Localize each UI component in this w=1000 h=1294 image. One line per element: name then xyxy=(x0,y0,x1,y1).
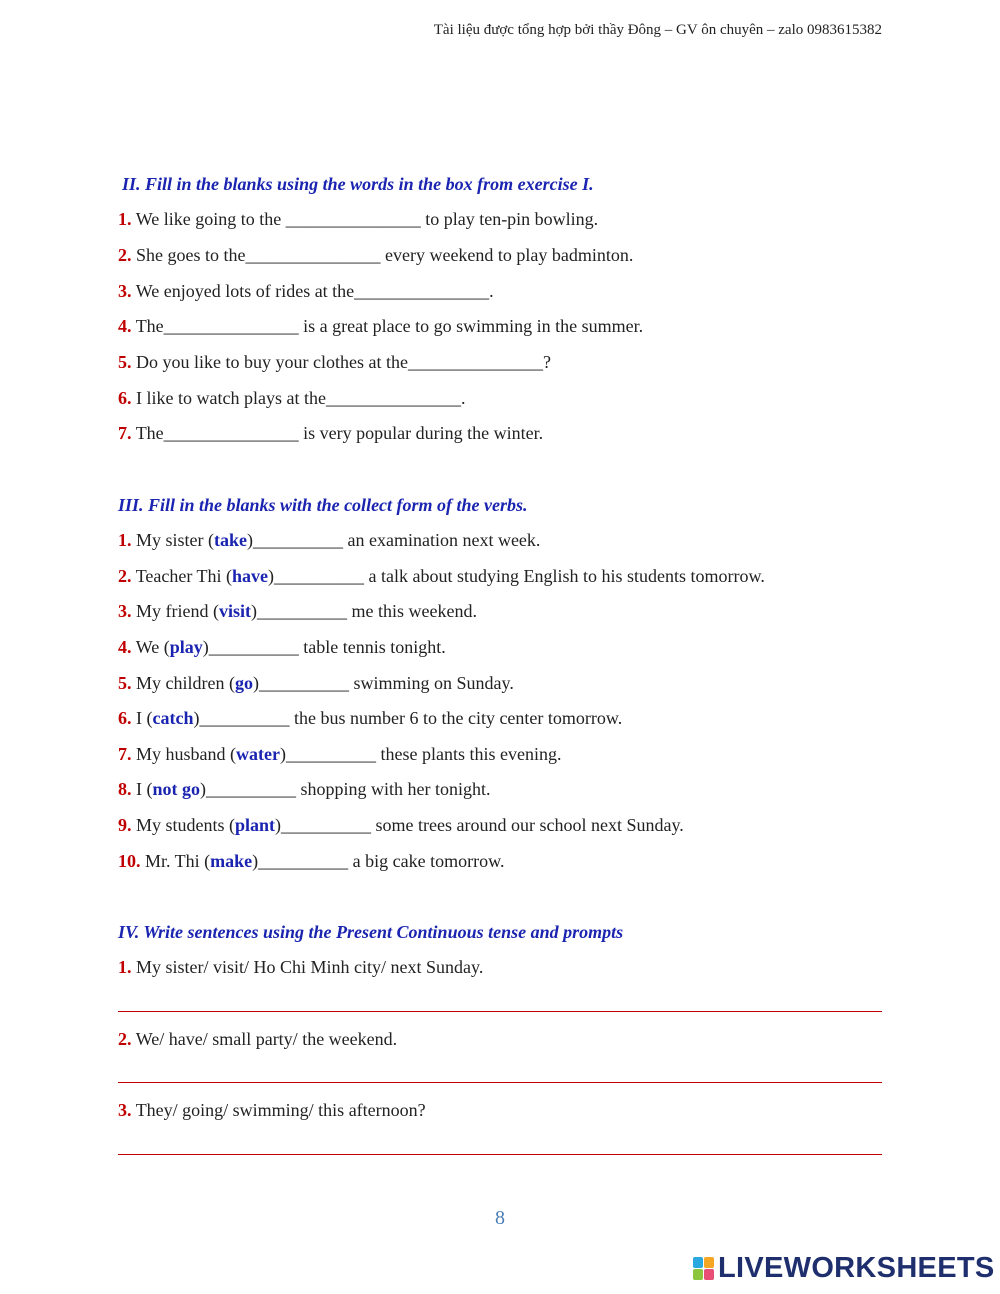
list-item xyxy=(118,423,543,444)
item-text: The_______________ is very popular during the winter. xyxy=(135,423,544,443)
item-text-post: )__________ the bus number 6 to the city center tomorrow. xyxy=(193,708,623,728)
list-item xyxy=(118,673,514,694)
list-item xyxy=(118,352,551,373)
item-text: They/ going/ swimming/ this afternoon? xyxy=(135,1100,426,1120)
list-item xyxy=(118,1029,397,1050)
item-text-pre: My students ( xyxy=(136,815,235,835)
answer-line[interactable] xyxy=(118,1011,882,1012)
section-4-title: IV. Write sentences using the Present Continuous tense and prompts xyxy=(118,922,624,942)
item-number: 4. xyxy=(118,316,132,336)
item-text-post: )__________ an examination next week. xyxy=(247,530,541,550)
verb-prompt: play xyxy=(169,637,203,657)
item-number: 7. xyxy=(118,423,132,443)
verb-prompt: water xyxy=(236,744,280,764)
list-item xyxy=(118,388,465,409)
item-text-pre: My friend ( xyxy=(136,601,219,621)
item-text-post: )__________ shopping with her tonight. xyxy=(200,779,491,799)
verb-prompt: visit xyxy=(218,601,251,621)
item-text-post: )__________ me this weekend. xyxy=(251,601,477,621)
item-number: 1. xyxy=(118,957,132,977)
item-number: 2. xyxy=(118,245,132,265)
item-number: 1. xyxy=(118,209,132,229)
answer-line[interactable] xyxy=(118,1154,882,1155)
item-text-pre: We ( xyxy=(135,637,170,657)
item-text: We/ have/ small party/ the weekend. xyxy=(135,1029,398,1049)
item-text-post: )__________ swimming on Sunday. xyxy=(252,673,514,693)
answer-line[interactable] xyxy=(118,1082,882,1083)
list-item xyxy=(118,566,765,587)
item-text: We enjoyed lots of rides at the_______________. xyxy=(135,281,494,301)
item-number: 3. xyxy=(118,281,132,301)
verb-prompt: make xyxy=(210,851,253,871)
item-text-post: )__________ a big cake tomorrow. xyxy=(252,851,505,871)
list-item xyxy=(118,815,684,836)
item-text: Do you like to buy your clothes at the_______________? xyxy=(136,352,551,372)
verb-prompt: plant xyxy=(235,815,276,835)
section-3-title: III. Fill in the blanks with the collect form of the verbs. xyxy=(118,495,528,515)
list-item xyxy=(118,957,483,978)
item-text-pre: My husband ( xyxy=(136,744,236,764)
item-text: My sister/ visit/ Ho Chi Minh city/ next Sunday. xyxy=(136,957,484,977)
logo-grid-icon xyxy=(693,1257,714,1280)
logo-square xyxy=(693,1257,703,1268)
list-item xyxy=(118,1100,426,1121)
item-number: 10. xyxy=(118,851,141,871)
page-header: Tài liệu được tổng hợp bởi thầy Đông – GV ôn chuyên – zalo 0983615382 xyxy=(433,22,882,38)
item-number: 5. xyxy=(118,352,132,372)
logo-square xyxy=(704,1257,714,1268)
item-text-pre: My children ( xyxy=(136,673,235,693)
item-text-post: )__________ these plants this evening. xyxy=(279,744,562,764)
item-text-post: )__________ table tennis tonight. xyxy=(202,637,446,657)
list-item xyxy=(118,245,633,266)
list-item xyxy=(118,779,491,800)
list-item xyxy=(118,637,446,658)
item-text-post: )__________ a talk about studying English to his students tomorrow. xyxy=(268,566,765,586)
item-number: 5. xyxy=(118,673,132,693)
item-text: We like going to the _______________ to play ten-pin bowling. xyxy=(135,209,599,229)
item-number: 7. xyxy=(118,744,132,764)
section-2-title: II. Fill in the blanks using the words in the box from exercise I. xyxy=(122,174,594,194)
item-text-pre: Teacher Thi ( xyxy=(135,566,233,586)
item-number: 6. xyxy=(118,388,132,408)
item-number: 1. xyxy=(118,530,132,550)
item-text-pre: Mr. Thi ( xyxy=(145,851,211,871)
verb-prompt: catch xyxy=(152,708,194,728)
logo-square xyxy=(693,1269,703,1280)
item-number: 9. xyxy=(118,815,132,835)
item-number: 3. xyxy=(118,601,132,621)
item-number: 4. xyxy=(118,637,132,657)
list-item xyxy=(118,209,598,230)
item-text: I like to watch plays at the_______________. xyxy=(136,388,466,408)
verb-prompt: have xyxy=(232,566,269,586)
item-text: The_______________ is a great place to go swimming in the summer. xyxy=(135,316,644,336)
item-number: 3. xyxy=(118,1100,132,1120)
liveworksheets-logo xyxy=(693,1252,995,1285)
item-number: 2. xyxy=(118,1029,132,1049)
logo-square xyxy=(704,1269,714,1280)
item-text-pre: My sister ( xyxy=(136,530,214,550)
page-number: 8 xyxy=(495,1207,505,1229)
list-item xyxy=(118,281,494,302)
item-number: 6. xyxy=(118,708,132,728)
list-item xyxy=(118,744,561,765)
item-number: 8. xyxy=(118,779,132,799)
logo-text: LIVEWORKSHEETS xyxy=(718,1252,995,1284)
item-text-post: )__________ some trees around our school next Sunday. xyxy=(275,815,684,835)
list-item xyxy=(118,530,540,551)
list-item xyxy=(118,316,643,337)
verb-prompt: go xyxy=(234,673,253,693)
item-text: She goes to the_______________ every weekend to play badminton. xyxy=(136,245,634,265)
item-text-pre: I ( xyxy=(136,708,153,728)
item-number: 2. xyxy=(118,566,132,586)
verb-prompt: take xyxy=(214,530,247,550)
item-text-pre: I ( xyxy=(136,779,153,799)
list-item xyxy=(118,851,504,872)
list-item xyxy=(118,708,622,729)
list-item xyxy=(118,601,477,622)
verb-prompt: not go xyxy=(152,779,201,799)
